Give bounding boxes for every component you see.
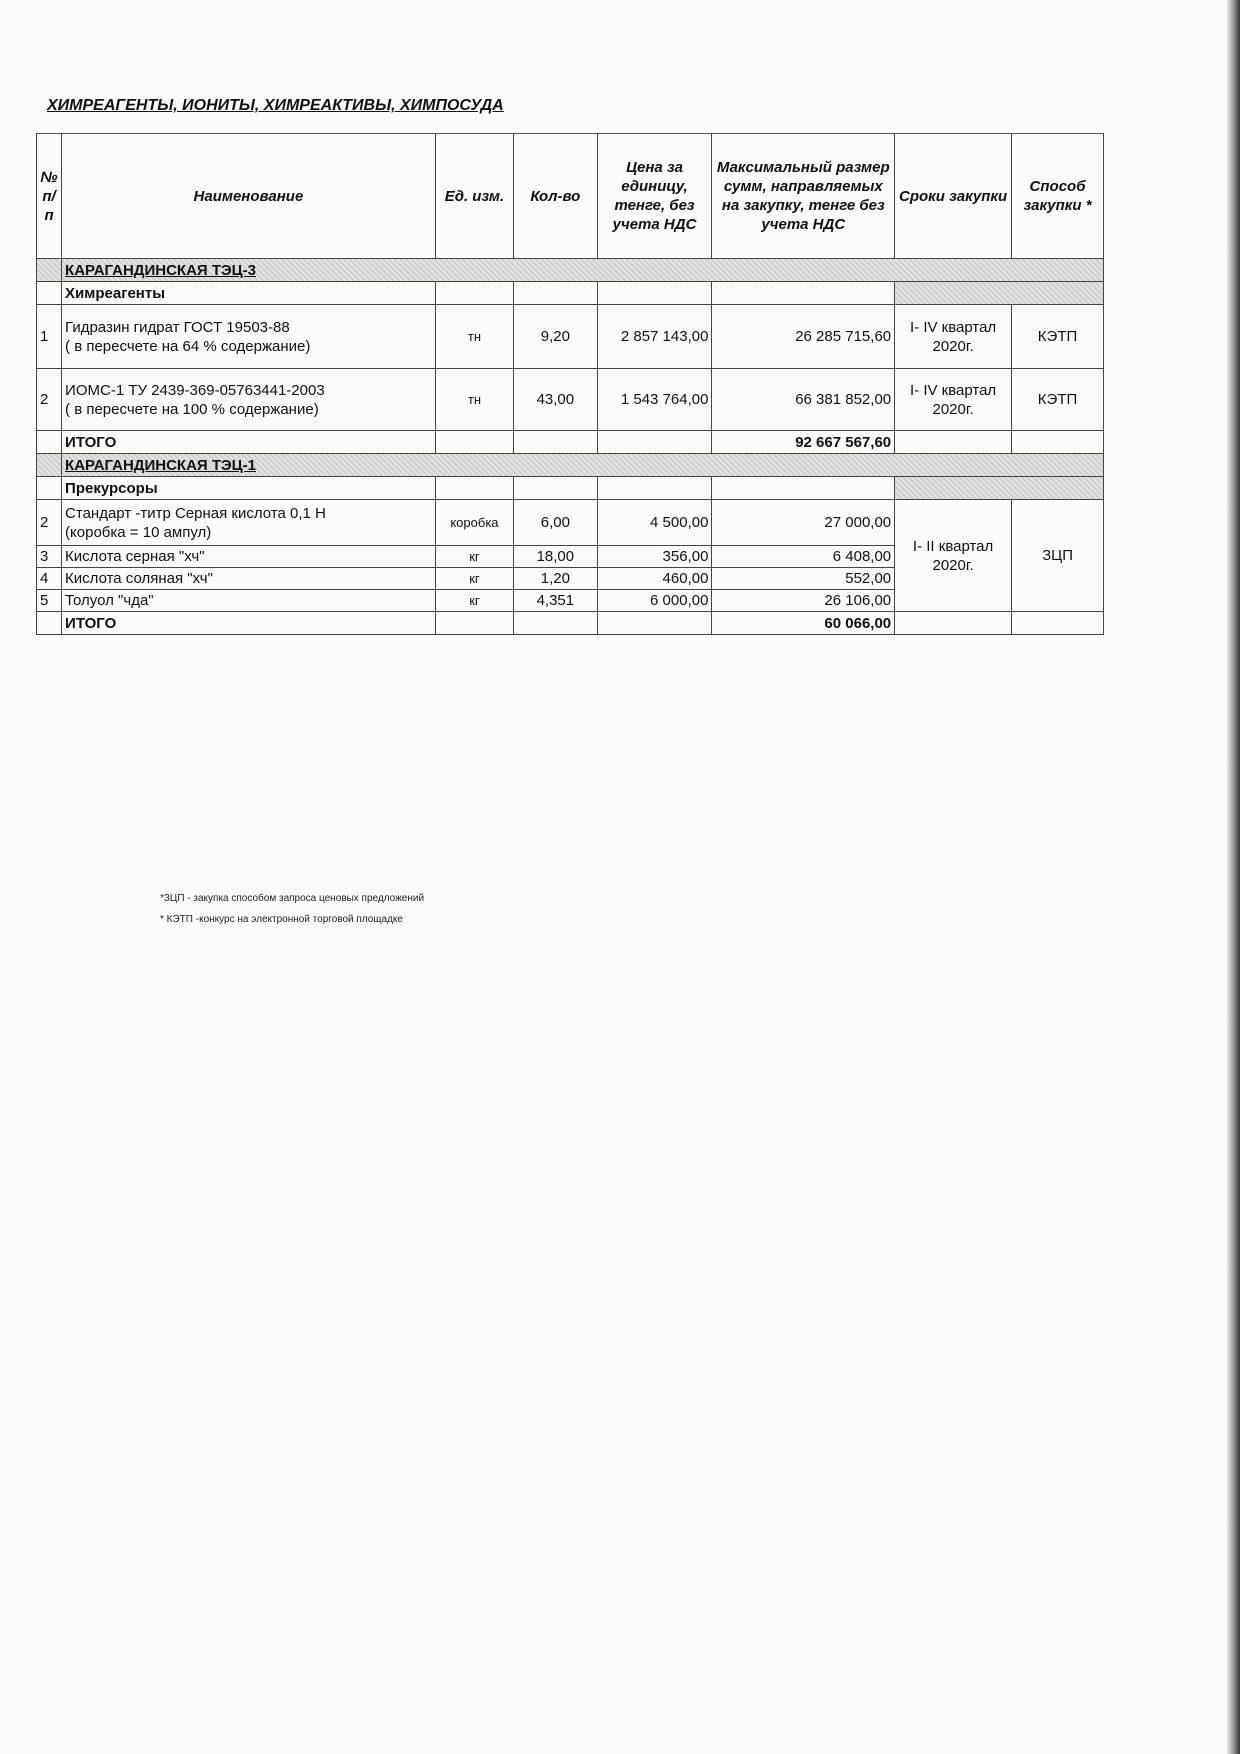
item-unit: кг (435, 590, 513, 612)
item-sum: 6 408,00 (712, 546, 895, 568)
item-name: Гидразин гидрат ГОСТ 19503-88 ( в пересчете на 64 % содержание) (62, 305, 436, 369)
footnotes (160, 888, 424, 930)
procurement-table (36, 133, 1104, 635)
scan-edge (1226, 0, 1240, 1754)
footnote-zcp: *ЗЦП - закупка способом запроса ценовых предложений (160, 893, 425, 904)
item-sum: 552,00 (712, 568, 895, 590)
org-name: КАРАГАНДИНСКАЯ ТЭЦ-3 (62, 259, 1104, 282)
item-period: I- IV квартал 2020г. (895, 305, 1012, 369)
header-name: Наименование (62, 134, 436, 259)
table-row (37, 305, 1104, 369)
item-name: ИОМС-1 ТУ 2439-369-05763441-2003 ( в пересчете на 100 % содержание) (62, 369, 436, 431)
item-qty: 18,00 (514, 546, 598, 568)
row-no: 2 (37, 500, 62, 546)
group-name: Химреагенты (62, 282, 436, 305)
header-method: Способ закупки * (1012, 134, 1104, 259)
org-row (37, 454, 1104, 477)
item-price: 2 857 143,00 (597, 305, 712, 369)
item-sum: 26 106,00 (712, 590, 895, 612)
footnote-ketp: * КЭТП -конкурс на электронной торговой площадке (160, 914, 403, 925)
total-row (37, 431, 1104, 454)
item-price: 6 000,00 (597, 590, 712, 612)
group-period: I- II квартал 2020г. (895, 500, 1012, 612)
item-unit: кг (435, 546, 513, 568)
item-unit: коробка (435, 500, 513, 546)
row-no: 3 (37, 546, 62, 568)
header-price: Цена за единицу, тенге, без учета НДС (597, 134, 712, 259)
row-no: 2 (37, 369, 62, 431)
total-label: ИТОГО (62, 431, 436, 454)
item-price: 4 500,00 (597, 500, 712, 546)
item-name: Толуол "чда" (62, 590, 436, 612)
header-no: № п/п (37, 134, 62, 259)
header-row (37, 134, 1104, 259)
header-max-sum: Максимальный размер сумм, направляемых на закупку, тенге без учета НДС (712, 134, 895, 259)
item-method: КЭТП (1012, 305, 1104, 369)
total-label: ИТОГО (62, 612, 436, 635)
item-price: 1 543 764,00 (597, 369, 712, 431)
item-sum: 66 381 852,00 (712, 369, 895, 431)
total-sum: 60 066,00 (712, 612, 895, 635)
item-period: I- IV квартал 2020г. (895, 369, 1012, 431)
item-name: Стандарт -титр Серная кислота 0,1 Н (коробка = 10 ампул) (62, 500, 436, 546)
row-no: 1 (37, 305, 62, 369)
row-no: 5 (37, 590, 62, 612)
page-title: ХИМРЕАГЕНТЫ, ИОНИТЫ, ХИМРЕАКТИВЫ, ХИМПОСУДА (47, 97, 504, 114)
group-row (37, 477, 1104, 500)
total-sum: 92 667 567,60 (712, 431, 895, 454)
item-price: 356,00 (597, 546, 712, 568)
total-row (37, 612, 1104, 635)
header-period: Сроки закупки (895, 134, 1012, 259)
item-name: Кислота соляная "хч" (62, 568, 436, 590)
org-row (37, 259, 1104, 282)
item-qty: 43,00 (514, 369, 598, 431)
item-method: КЭТП (1012, 369, 1104, 431)
group-method: ЗЦП (1012, 500, 1104, 612)
group-name: Прекурсоры (62, 477, 436, 500)
item-sum: 26 285 715,60 (712, 305, 895, 369)
group-row (37, 282, 1104, 305)
item-sum: 27 000,00 (712, 500, 895, 546)
item-qty: 6,00 (514, 500, 598, 546)
item-unit: тн (435, 305, 513, 369)
table-row (37, 500, 1104, 546)
header-unit: Ед. изм. (435, 134, 513, 259)
item-price: 460,00 (597, 568, 712, 590)
table-row (37, 369, 1104, 431)
item-qty: 1,20 (514, 568, 598, 590)
header-qty: Кол-во (514, 134, 598, 259)
row-no: 4 (37, 568, 62, 590)
item-qty: 9,20 (514, 305, 598, 369)
item-unit: тн (435, 369, 513, 431)
item-unit: кг (435, 568, 513, 590)
item-name: Кислота серная "хч" (62, 546, 436, 568)
org-name: КАРАГАНДИНСКАЯ ТЭЦ-1 (62, 454, 1104, 477)
item-qty: 4,351 (514, 590, 598, 612)
